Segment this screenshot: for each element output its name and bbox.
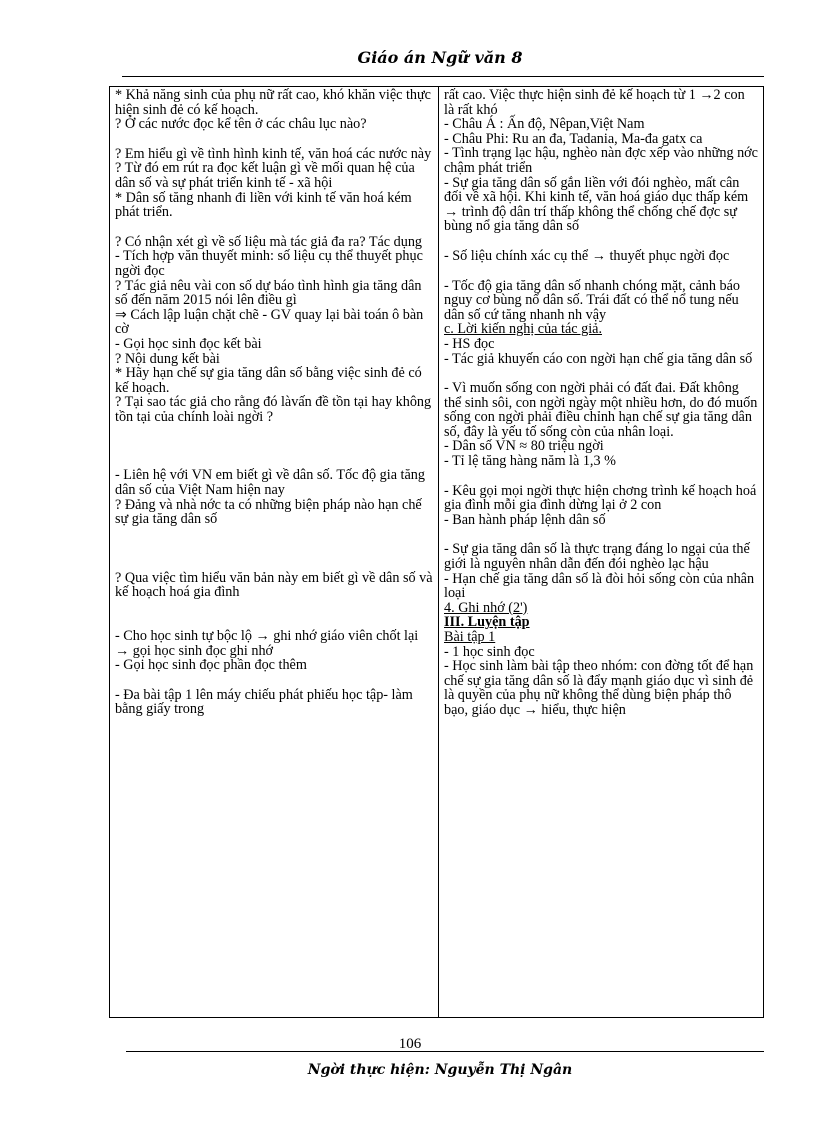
right-line: - Tốc độ gia tăng dân số nhanh chóng mặt, cảnh báo nguy cơ bùng nổ dân số. Trái đất có thể nổ tung nếu dân số cứ tăng nhanh nh vậy [444, 277, 741, 323]
left-line: ? Em hiểu gì về tình hình kinh tế, văn hoá các nước này [115, 145, 432, 162]
left-line: - Tích hợp văn thuyết minh: số liệu cụ thể thuyết phục ngời đọc [115, 248, 423, 279]
lesson-table [109, 86, 764, 1018]
left-line: - Gọi học sinh đọc kết bài [115, 335, 262, 352]
right-line: - Kêu gọi mọi ngời thực hiện chơng trình kế hoạch hoá gia đình mỗi gia đình dừng lại ở 2 con [444, 482, 757, 514]
right-gap [444, 234, 758, 249]
left-gap [115, 600, 433, 629]
left-line: ? Tác giả nêu vài con số dự báo tình hình gia tăng dân số đến năm 2015 nói lên điều gì [115, 277, 422, 309]
left-gap [115, 132, 433, 147]
page-number: 106 [398, 1036, 422, 1052]
student-content-column [439, 87, 763, 1017]
section-heading-practice: III. Luyện tập [444, 614, 530, 631]
left-line: ? Có nhận xét gì về số liệu mà tác giả đa ra? Tác dụng [115, 233, 423, 250]
right-gap [444, 469, 758, 484]
exercise-heading: Bài tập 1 [444, 629, 496, 645]
right-line: - 1 học sinh đọc [444, 643, 535, 660]
left-gap [115, 527, 433, 571]
left-line: * Khả năng sinh của phụ nữ rất cao, khó khăn việc thực hiện sinh đẻ có kế hoạch. [115, 87, 431, 118]
section-heading-summary: 4. Ghi nhớ (2') [444, 599, 528, 616]
left-line: ? Qua việc tìm hiểu văn bản này em biết gì về dân số và kế hoạch hoá gia đình [115, 569, 433, 601]
right-line: - Học sinh làm bài tập theo nhóm: con đờng tốt để hạn chế sự gia tăng dân số là đẩy mạnh giáo dục vì sinh đẻ là quyền của phụ nữ không thể dùng biện pháp thô bạo, giáo dục → hiểu, thực hiện [444, 658, 754, 718]
left-line: - Cho học sinh tự bộc lộ → ghi nhớ giáo viên chốt lại → gọi học sinh đọc ghi nhớ [115, 628, 419, 659]
right-line: - Sự gia tăng dân số là thực trạng đáng lo ngại của thế giới là nguyên nhân dẫn đến đói nghèo lạc hậu [444, 541, 750, 573]
page-header-title: Giáo án Ngữ văn 8 [357, 48, 523, 67]
left-line: ? Tại sao tác giả cho rằng đó làvấn đề tồn tại hay không tồn tại của chính loài ngời ? [115, 394, 432, 425]
left-gap [115, 424, 433, 453]
left-line: ⇒ Cách lập luận chặt chẽ - GV quay lại bài toán ô bàn cờ [115, 306, 424, 338]
right-line: - Tỉ lệ tăng hàng năm là 1,3 % [444, 453, 616, 470]
header-rule [122, 76, 764, 77]
left-gap [115, 673, 433, 688]
right-line: - Tình trạng lạc hậu, nghèo nàn đợc xếp vào những nớc chậm phát triển [444, 145, 758, 176]
left-line: ? Nội dung kết bài [115, 350, 220, 367]
left-line: - Đa bài tập 1 lên máy chiếu phát phiếu học tập- làm bằng giấy trong [115, 686, 413, 718]
right-line: - HS đọc [444, 335, 495, 352]
right-line: - Sự gia tăng dân số gắn liền với đói nghèo, mất cân đối về xã hội. Khi kinh tế, văn hoá giáo dục thấp kém → trình độ dân trí thấp không thể chống chế đợc sự bùng nổ gia tăng dân số [444, 174, 749, 235]
left-line: - Gọi học sinh đọc phần đọc thêm [115, 657, 307, 674]
right-gap [444, 527, 758, 542]
left-gap [115, 453, 433, 468]
left-gap [115, 220, 433, 235]
teacher-activity-column [110, 87, 439, 1017]
left-line: ? Từ đó em rút ra đọc kết luận gì về mối quan hệ của dân số và sự phát triển kinh tế - xã hội [115, 160, 415, 191]
right-gap [444, 264, 758, 279]
right-line: - Số liệu chính xác cụ thể → thuyết phục ngời đọc [444, 247, 730, 264]
right-gap [444, 366, 758, 381]
right-line: - Vì muốn sống con ngời phải có đất đai. Đất không thể sinh sôi, con ngời ngày một nhiều hơn, do đó muốn sống con ngời phải điều chỉnh hạn chế sự gia tăng dân số, đây là yếu tố sống còn của nhân loại. [444, 380, 758, 440]
right-line: - Dân số VN ≈ 80 triệu ngời [444, 438, 604, 455]
right-line: - Ban hành pháp lệnh dân số [444, 511, 606, 528]
right-line: - Tác giả khuyến cáo con ngời hạn chế gia tăng dân số [444, 350, 753, 367]
left-line: * Hãy hạn chế sự gia tăng dân số bằng việc sinh đẻ có kế hoạch. [115, 365, 422, 396]
left-line: ? Ở các nước đọc kể tên ở các châu lục nào? [115, 116, 367, 133]
right-line: rất cao. Việc thực hiện sinh đẻ kế hoạch từ 1 →2 con là rất khó [444, 87, 745, 118]
right-line: - Châu Phi: Ru an đa, Tadania, Ma-đa gatx ca [444, 130, 703, 147]
left-line: * Dân số tăng nhanh đi liền với kinh tế văn hoá kém phát triển. [115, 189, 412, 221]
section-heading-recommendation: c. Lời kiến nghị của tác giả. [444, 321, 602, 338]
right-line: - Hạn chế gia tăng dân số là đòi hỏi sống còn của nhân loại [444, 570, 755, 602]
page-footer-author: Ngời thực hiện: Nguyễn Thị Ngân [307, 1062, 573, 1078]
left-line: - Liên hệ với VN em biết gì về dân số. Tốc độ gia tăng dân số của Việt Nam hiện nay [115, 467, 425, 499]
footer-rule [126, 1051, 764, 1052]
right-line: - Châu Á : Ấn độ, Nêpan,Việt Nam [444, 116, 645, 133]
left-line: ? Đảng và nhà nớc ta có những biện pháp nào hạn chế sự gia tăng dân số [115, 496, 422, 528]
